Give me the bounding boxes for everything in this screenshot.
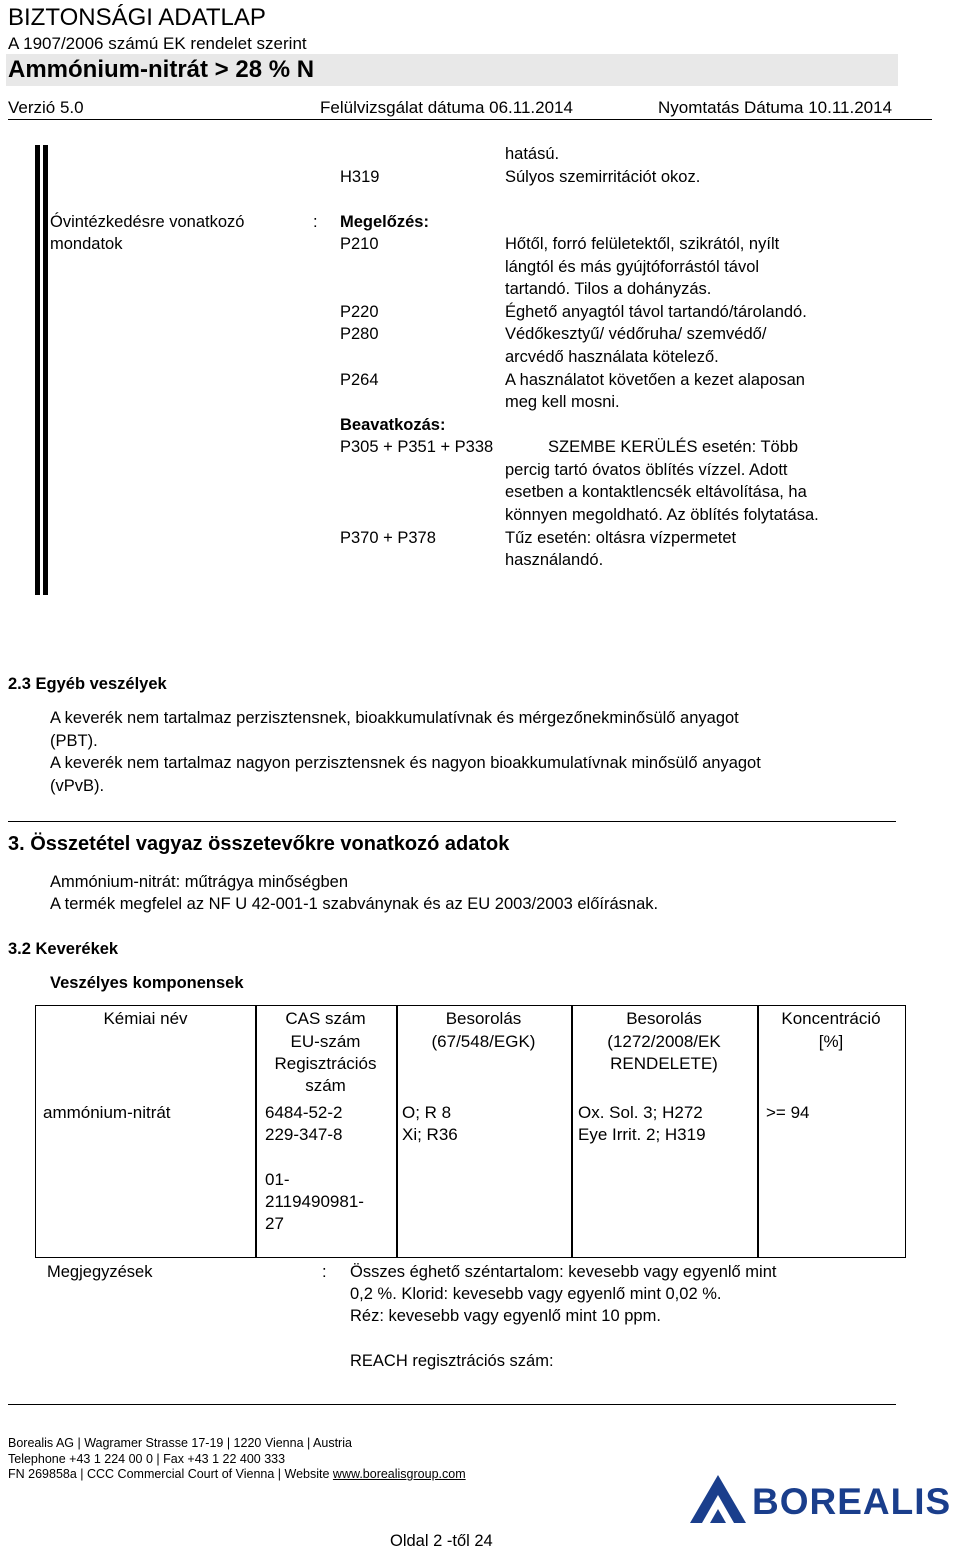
precaution-label: Óvintézkedésre vonatkozó [50, 213, 245, 231]
header-class-new: Besorolás [626, 1009, 702, 1028]
product-name: Ammónium-nitrát > 28 % N [8, 56, 315, 83]
footer-registry-text: FN 269858a | CCC Commercial Court of Vienna | Website [8, 1467, 333, 1481]
row-chemical-name: ammónium-nitrát [43, 1103, 171, 1122]
header-class-old: Besorolás [445, 1009, 522, 1028]
p210-line: tartandó. Tilos a dohányzás. [505, 280, 712, 298]
regulation-line: A 1907/2006 számú EK rendelet szerint [8, 34, 307, 53]
footer-divider [8, 1404, 896, 1405]
row-registration: 2119490981- [265, 1192, 364, 1211]
header-meta [8, 97, 932, 120]
p220-text: Éghető anyagtól távol tartandó/tárolandó. [505, 303, 807, 321]
section-2-3-line: (vPvB). [50, 777, 105, 795]
section-divider [8, 821, 896, 822]
row-registration: 01- [265, 1170, 290, 1189]
section-2-3-heading: 2.3 Egyéb veszélyek [8, 675, 167, 693]
header-concentration: Koncentráció [781, 1009, 881, 1028]
remarks-line: Réz: kevesebb vagy egyenlő mint 10 ppm. [350, 1307, 661, 1325]
revision-date: Felülvizsgálat dátuma 06.11.2014 [320, 98, 573, 117]
row-class-old: Xi; R36 [402, 1125, 458, 1144]
row-class-new: Eye Irrit. 2; H319 [578, 1125, 706, 1144]
row-class-new: Ox. Sol. 3; H272 [578, 1103, 703, 1122]
reach-number-label: REACH regisztrációs szám: [350, 1352, 554, 1370]
p210-code: P210 [340, 235, 379, 253]
borealis-logo-mark-icon [688, 1473, 748, 1525]
version: Verzió 5.0 [8, 98, 84, 117]
header-class-new: (1272/2008/EK [607, 1032, 721, 1051]
p370-code: P370 + P378 [340, 529, 436, 547]
section-2-3-line: A keverék nem tartalmaz perzisztensnek, bioakkumulatívnak és mérgezőnekminősülő anyagot [50, 709, 739, 727]
header-class-new: RENDELETE) [610, 1054, 718, 1073]
footer-registry [8, 1467, 466, 1482]
row-registration: 27 [265, 1214, 284, 1233]
header-chemical-name: Kémiai név [103, 1009, 188, 1028]
p280-line: arcvédő használata kötelező. [505, 348, 719, 366]
p280-code: P280 [340, 325, 379, 343]
response-heading: Beavatkozás: [340, 416, 446, 434]
borealis-logo [688, 1473, 954, 1525]
header-concentration: [%] [818, 1032, 844, 1051]
remarks-colon: : [322, 1263, 327, 1281]
p370-line: Tűz esetén: oltásra vízpermetet [505, 529, 737, 547]
section-3-heading: 3. Összetétel vagyaz összetevőkre vonatkozó adatok [8, 833, 510, 855]
header-ids: EU-szám [290, 1032, 361, 1051]
prevention-heading: Megelőzés: [340, 213, 429, 231]
row-eu-number: 229-347-8 [265, 1125, 343, 1144]
p220-code: P220 [340, 303, 379, 321]
components-subheading: Veszélyes komponensek [50, 974, 244, 992]
hazard-cont-text: hatású. [505, 145, 560, 163]
precaution-colon: : [313, 213, 318, 231]
p305-line: percig tartó óvatos öblítés vízzel. Adott [505, 461, 788, 479]
components-table [35, 1005, 906, 1258]
p370-line: használandó. [505, 551, 604, 569]
footer-phone: Telephone +43 1 224 00 0 | Fax +43 1 22 400 333 [8, 1452, 286, 1466]
website-link[interactable]: www.borealisgroup.com [332, 1467, 466, 1481]
header-ids: Regisztrációs [274, 1054, 377, 1073]
document-title: BIZTONSÁGI ADATLAP [8, 4, 266, 31]
section-3-line: A termék megfelel az NF U 42-001-1 szabványnak és az EU 2003/2003 előírásnak. [50, 895, 659, 913]
p264-code: P264 [340, 371, 379, 389]
h319-text: Súlyos szemirritációt okoz. [505, 168, 701, 186]
p305-line: SZEMBE KERÜLÉS esetén: Több [548, 438, 799, 456]
p210-line: Hőtől, forró felületektől, szikrától, nyílt [505, 235, 780, 253]
remarks-label: Megjegyzések [47, 1263, 153, 1281]
section-3-2-heading: 3.2 Keverékek [8, 940, 119, 958]
precaution-label-2: mondatok [50, 235, 123, 253]
section-3-line: Ammónium-nitrát: műtrágya minőségben [50, 873, 349, 891]
row-cas-number: 6484-52-2 [265, 1103, 343, 1122]
row-class-old: O; R 8 [402, 1103, 452, 1122]
p210-line: lángtól és más gyújtóforrástól távol [505, 258, 760, 276]
borealis-logo-text: BOREALIS [752, 1481, 952, 1522]
footer-address: Borealis AG | Wagramer Strasse 17-19 | 1220 Vienna | Austria [8, 1436, 352, 1450]
print-date: Nyomtatás Dátuma 10.11.2014 [658, 98, 893, 117]
change-bar [35, 145, 40, 595]
header-class-old: (67/548/EGK) [431, 1032, 536, 1051]
row-concentration: >= 94 [766, 1103, 810, 1122]
p280-line: Védőkesztyű/ védőruha/ szemvédő/ [505, 325, 767, 343]
header-ids: szám [305, 1076, 346, 1095]
p305-line: esetben a kontaktlencsék eltávolítása, ha [505, 483, 807, 501]
p264-line: A használatot követően a kezet alaposan [505, 371, 805, 389]
section-2-3-line: (PBT). [50, 732, 98, 750]
change-bar [43, 145, 48, 595]
p305-code: P305 + P351 + P338 [340, 438, 494, 456]
section-2-3-line: A keverék nem tartalmaz nagyon perzisztensnek és nagyon bioakkumulatívnak minősülő anyagot [50, 754, 761, 772]
p264-line: meg kell mosni. [505, 393, 620, 411]
h319-code: H319 [340, 168, 380, 186]
remarks-line: 0,2 %. Klorid: kevesebb vagy egyenlő mint 0,02 %. [350, 1285, 722, 1303]
page-number: Oldal 2 -től 24 [390, 1532, 493, 1550]
p305-line: könnyen megoldható. Az öblítés folytatása. [505, 506, 819, 524]
header-ids: CAS szám [285, 1009, 366, 1028]
remarks-line: Összes éghető széntartalom: kevesebb vagy egyenlő mint [350, 1263, 777, 1281]
